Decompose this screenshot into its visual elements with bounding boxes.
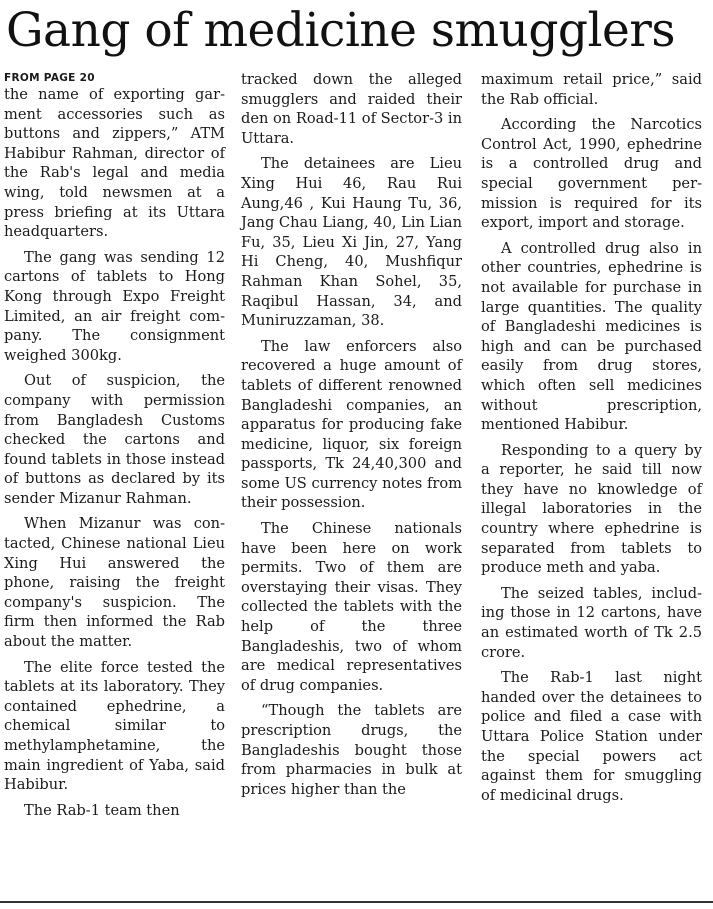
paragraph: The Rab-1 last night handed over the detainees to police and filed a case with Uttara Police Station under the special powers act against them for smuggling of medicinal drugs. [481,669,702,804]
paragraph: Responding to a query by a reporter, he said till now they have no knowledge of illegal laboratories in the country where ephedrine is separated from tablets to produce meth and yaba. [481,441,702,577]
paragraph: The gang was sending 12 cartons of tablets to Hong Kong through Expo Freight Limited, an air freight company. The consignment weighed 300kg. [4,248,225,364]
paragraph: The detainees are Lieu Xing Hui 46, Rau Rui Aung,46 , Kui Haung Tu, 36, Jang Chau Liang, 40, Lin Lian Fu, 35, Lieu Xi Jin, 27, Yang Hi Cheng, 40, Mushfiqur Rahman Khan Sohel, 35, Raqibul Hassan, 34, and Muniruzzaman, 38. [241,155,463,330]
paragraph: The Rab-1 team then [24,801,180,819]
paragraph: The seized tables, including those in 12 cartons, have an estimated worth of Tk 2.5 crore. [481,584,702,661]
paragraph: The law enforcers also recovered a huge amount of tablets of different renowned Bangladeshi companies, an apparatus for producing fake medicine, liquor, six foreign passports, Tk 24,40,300 and some US currency notes from their possession. [241,337,462,512]
paragraph: maximum retail price,” said the Rab official. [481,71,702,108]
paragraph: The elite force tested the tablets at its laboratory. They contained ephedrine, a chemical similar to methylamphetamine, the main ingredient of Yaba, said Habibur. [4,658,225,794]
article-column-3 [481,70,702,805]
paragraph: the name of exporting garment accessories such as buttons and zippers,” ATM Habibur Rahman, director of the Rab's legal and media wing, told newsmen at a press briefing at its Uttara headquarters. [4,86,225,241]
continuation-kicker: FROM PAGE 20 [4,72,95,84]
headline: Gang of medicine smugglers [6,3,675,58]
paragraph: A controlled drug also in other countries, ephedrine is not available for purchase in large quantities. The quality of Bangladeshi medicines is high and can be purchased easily from drug stores, which often sell medicines without prescription, mentioned Habibur. [481,239,702,434]
paragraph: tracked down the alleged smugglers and raided their den on Road-11 of Sector-3 in Uttara. [241,71,462,147]
paragraph: When Mizanur was contacted, Chinese national Lieu Xing Hui answered the phone, raising the freight company's suspicion. The firm then informed the Rab about the matter. [4,515,225,651]
article-column-1 [4,70,225,820]
bottom-rule [0,901,713,903]
paragraph: The Chinese nationals have been here on work permits. Two of them are overstaying their visas. They collected the tablets with the help of the three Bangladeshis, two of whom are medical representatives of drug companies. [241,520,462,694]
paragraph: Out of suspicion, the company with permission from Bangladesh Customs checked the cartons and found tablets in those instead of buttons as declared by its sender Mizanur Rahman. [4,372,225,507]
paragraph: “Though the tablets are prescription drugs, the Bangladeshis bought those from pharmacies in bulk at prices higher than the [241,702,462,798]
paragraph: According the Narcotics Control Act, 1990, ephedrine is a controlled drug and special government permission is required for its export, import and storage. [481,116,702,232]
article-column-2 [241,70,462,799]
